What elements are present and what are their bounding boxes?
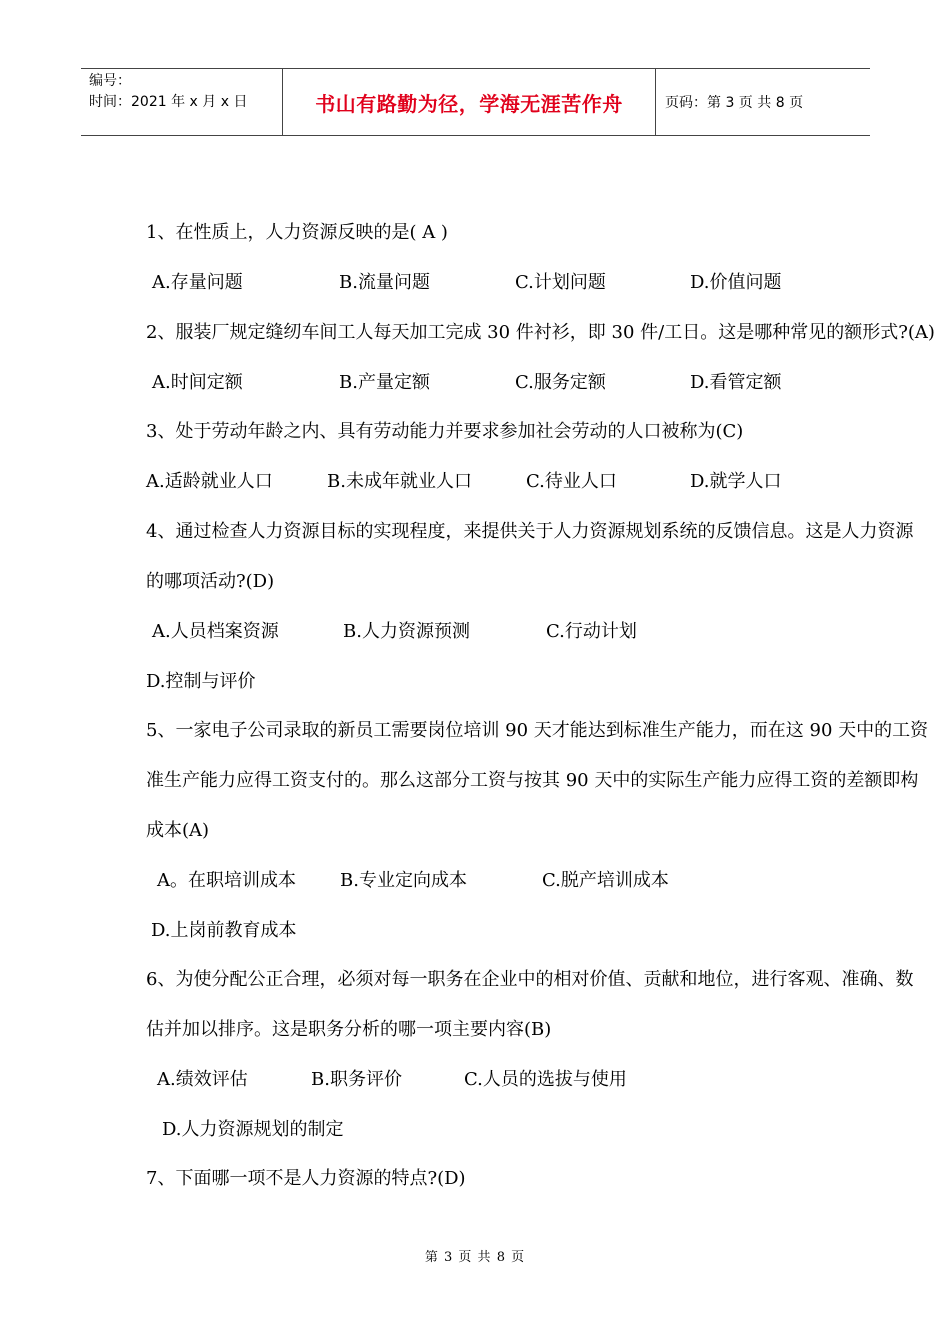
q4-option-b: B.人力资源预测: [343, 621, 470, 642]
q5-option-c: C.脱产培训成本: [542, 870, 669, 891]
q3-option-b: B.未成年就业人口: [327, 471, 472, 492]
question-6-stem-line-1: 6、为使分配公正合理，必须对每一职务在企业中的相对价值、贡献和地位，进行客观、准确、数: [146, 969, 914, 990]
page-footer: 第 3 页 共 8 页: [424, 1250, 526, 1265]
q2-option-c: C.服务定额: [515, 372, 606, 393]
q6-option-a: A.绩效评估: [157, 1069, 248, 1090]
q4-option-c: C.行动计划: [546, 621, 637, 642]
q1-option-d: D.价值问题: [690, 272, 782, 293]
time-label: 时间：2021 年 x 月 x 日: [89, 94, 248, 110]
page-info: 页码：第 3 页 共 8 页: [665, 95, 804, 111]
q4-option-a: A.人员档案资源: [152, 621, 279, 642]
q3-option-c: C.待业人口: [526, 471, 617, 492]
question-5-stem-line-2: 准生产能力应得工资支付的。那么这部分工资与按其 90 天中的实际生产能力应得工资的差额即构: [146, 770, 919, 791]
q1-option-a: A.存量问题: [152, 272, 243, 293]
q5-option-a: A。在职培训成本: [157, 870, 296, 891]
q2-option-b: B.产量定额: [339, 372, 430, 393]
question-4-stem-line-1: 4、通过检查人力资源目标的实现程度，来提供关于人力资源规划系统的反馈信息。这是人力资源: [146, 521, 914, 542]
question-1-stem: 1、在性质上，人力资源反映的是( A ): [146, 222, 448, 243]
question-2-stem: 2、服装厂规定缝纫车间工人每天加工完成 30 件衬衫，即 30 件/工日。这是哪种常见的额形式?(A): [146, 322, 935, 343]
q1-option-b: B.流量问题: [339, 272, 430, 293]
q2-option-a: A.时间定额: [152, 372, 243, 393]
q1-option-c: C.计划问题: [515, 272, 606, 293]
question-7-stem: 7、下面哪一项不是人力资源的特点?(D): [146, 1168, 466, 1189]
question-4-stem-line-2: 的哪项活动?(D): [146, 571, 275, 592]
question-5-stem-line-1: 5、一家电子公司录取的新员工需要岗位培训 90 天才能达到标准生产能力，而在这 90 天中的工资: [146, 720, 929, 741]
question-5-stem-line-3: 成本(A): [146, 820, 210, 841]
q6-option-d: D.人力资源规划的制定: [162, 1119, 344, 1140]
motto: 书山有路勤为径，学海无涯苦作舟: [315, 91, 623, 116]
q6-option-b: B.职务评价: [311, 1069, 402, 1090]
question-6-stem-line-2: 估并加以排序。这是职务分析的哪一项主要内容(B): [146, 1019, 552, 1040]
q5-option-d: D.上岗前教育成本: [151, 920, 297, 941]
q3-option-d: D.就学人口: [690, 471, 782, 492]
q5-option-b: B.专业定向成本: [340, 870, 467, 891]
q3-option-a: A.适龄就业人口: [146, 471, 273, 492]
question-3-stem: 3、处于劳动年龄之内、具有劳动能力并要求参加社会劳动的人口被称为(C): [146, 421, 744, 442]
q6-option-c: C.人员的选拔与使用: [464, 1069, 627, 1090]
q4-option-d: D.控制与评价: [146, 671, 256, 692]
number-label: 编号：: [89, 73, 131, 89]
q2-option-d: D.看管定额: [690, 372, 782, 393]
